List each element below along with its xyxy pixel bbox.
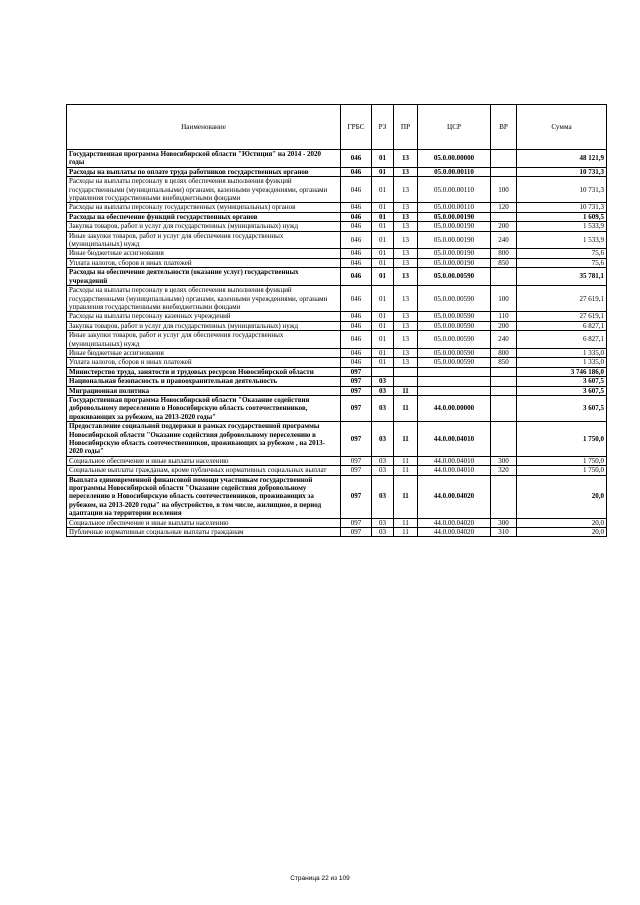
cell-vr: 240 <box>491 231 517 249</box>
cell-sum: 48 121,9 <box>517 150 607 168</box>
cell-rz: 03 <box>372 395 394 421</box>
table-row <box>67 167 607 176</box>
cell-name: Социальное обеспечение и иные выплаты населению <box>67 518 341 527</box>
table-row <box>67 475 607 518</box>
cell-sum: 1 750,0 <box>517 466 607 475</box>
cell-sum: 1 750,0 <box>517 422 607 457</box>
cell-rz: 03 <box>372 422 394 457</box>
cell-name: Министерство труда, занятости и трудовых ресурсов Новосибирской области <box>67 367 341 376</box>
cell-pr <box>394 377 418 386</box>
table-row <box>67 367 607 376</box>
cell-sum: 20,0 <box>517 528 607 537</box>
cell-rz: 01 <box>372 321 394 330</box>
cell-vr: 240 <box>491 331 517 349</box>
table-row <box>67 386 607 395</box>
cell-pr: 13 <box>394 268 418 286</box>
cell-csr: 05.0.00.00190 <box>418 222 491 231</box>
cell-vr <box>491 422 517 457</box>
header-csr: ЦСР <box>418 105 491 150</box>
cell-grbs: 046 <box>341 358 372 367</box>
cell-rz: 01 <box>372 312 394 321</box>
cell-name: Социальные выплаты гражданам, кроме публичных нормативных социальных выплат <box>67 466 341 475</box>
cell-pr <box>394 367 418 376</box>
cell-name: Публичные нормативные социальные выплаты гражданам <box>67 528 341 537</box>
table-row <box>67 150 607 168</box>
cell-rz: 03 <box>372 518 394 527</box>
cell-vr <box>491 367 517 376</box>
cell-vr <box>491 167 517 176</box>
cell-rz: 03 <box>372 377 394 386</box>
cell-grbs: 046 <box>341 203 372 212</box>
cell-vr: 200 <box>491 321 517 330</box>
cell-grbs: 046 <box>341 331 372 349</box>
cell-grbs: 046 <box>341 312 372 321</box>
cell-sum: 1 533,9 <box>517 231 607 249</box>
cell-name: Иные закупки товаров, работ и услуг для обеспечения государственных (муниципальных) нужд <box>67 331 341 349</box>
cell-vr: 850 <box>491 358 517 367</box>
cell-rz: 03 <box>372 466 394 475</box>
cell-pr: 11 <box>394 528 418 537</box>
cell-csr: 44.0.00.04020 <box>418 475 491 518</box>
cell-grbs: 046 <box>341 167 372 176</box>
table-row <box>67 231 607 249</box>
cell-sum: 10 731,3 <box>517 203 607 212</box>
table-row <box>67 466 607 475</box>
cell-pr: 13 <box>394 312 418 321</box>
cell-grbs: 097 <box>341 377 372 386</box>
cell-name: Закупка товаров, работ и услуг для государственных (муниципальных) нужд <box>67 321 341 330</box>
cell-rz: 01 <box>372 258 394 267</box>
cell-sum: 1 533,9 <box>517 222 607 231</box>
budget-table <box>66 104 607 537</box>
table-row <box>67 258 607 267</box>
cell-grbs: 046 <box>341 286 372 312</box>
cell-pr: 11 <box>394 466 418 475</box>
cell-name: Предоставление социальной поддержки в рамках государственной программы Новосибирской области "Оказание содействия добровольному переселению в Новосибирскую область соотечественников, проживающих за рубежом , на 2013-2020 годы" <box>67 422 341 457</box>
cell-rz: 01 <box>372 203 394 212</box>
cell-csr: 05.0.00.00590 <box>418 348 491 357</box>
cell-rz: 01 <box>372 222 394 231</box>
cell-vr: 800 <box>491 348 517 357</box>
cell-vr <box>491 386 517 395</box>
cell-name: Выплата единовременной финансовой помощи участникам государственной программы Новосибирской области "Оказание содействия добровольному переселению в Новосибирскую область соотечественников, проживающих за рубежом, на 2013-2020 годы" на обустройство, в том числе, жилищное, в период адаптации на территории вселения <box>67 475 341 518</box>
cell-grbs: 046 <box>341 231 372 249</box>
cell-name: Иные бюджетные ассигнования <box>67 348 341 357</box>
cell-sum: 20,0 <box>517 475 607 518</box>
cell-name: Расходы на обеспечение деятельности (оказание услуг) государственных учреждений <box>67 268 341 286</box>
table-row <box>67 377 607 386</box>
cell-name: Закупка товаров, работ и услуг для государственных (муниципальных) нужд <box>67 222 341 231</box>
cell-grbs: 097 <box>341 466 372 475</box>
cell-vr: 100 <box>491 286 517 312</box>
cell-csr: 44.0.00.04020 <box>418 528 491 537</box>
cell-name: Расходы на выплаты персоналу в целях обеспечения выполнения функций государственными (муниципальными) органами, казенными учреждениями, органами управления государственными внебюджетными фондами <box>67 286 341 312</box>
cell-sum: 6 827,1 <box>517 331 607 349</box>
cell-sum: 75,6 <box>517 258 607 267</box>
cell-rz: 01 <box>372 358 394 367</box>
header-pr: ПР <box>394 105 418 150</box>
cell-grbs: 046 <box>341 348 372 357</box>
cell-pr: 11 <box>394 422 418 457</box>
cell-csr: 05.0.00.00190 <box>418 249 491 258</box>
cell-name: Расходы на выплаты по оплате труда работников государственных органов <box>67 167 341 176</box>
cell-vr <box>491 212 517 221</box>
cell-csr: 44.0.00.04020 <box>418 518 491 527</box>
cell-sum: 3 607,5 <box>517 377 607 386</box>
table-row <box>67 286 607 312</box>
cell-pr: 13 <box>394 348 418 357</box>
cell-grbs: 097 <box>341 367 372 376</box>
cell-sum: 6 827,1 <box>517 321 607 330</box>
cell-rz: 03 <box>372 475 394 518</box>
cell-vr: 310 <box>491 528 517 537</box>
cell-name: Иные бюджетные ассигнования <box>67 249 341 258</box>
cell-vr: 320 <box>491 466 517 475</box>
cell-vr: 200 <box>491 222 517 231</box>
table-row <box>67 518 607 527</box>
cell-vr: 850 <box>491 258 517 267</box>
header-name: Наименование <box>67 105 341 150</box>
cell-name: Расходы на обеспечение функций государственных органов <box>67 212 341 221</box>
cell-rz: 01 <box>372 286 394 312</box>
cell-rz: 01 <box>372 331 394 349</box>
cell-vr: 100 <box>491 177 517 203</box>
table-row <box>67 222 607 231</box>
cell-csr: 44.0.00.00000 <box>418 395 491 421</box>
cell-rz: 01 <box>372 348 394 357</box>
cell-rz: 03 <box>372 528 394 537</box>
header-vr: ВР <box>491 105 517 150</box>
cell-pr: 13 <box>394 203 418 212</box>
cell-sum: 35 781,1 <box>517 268 607 286</box>
table-row <box>67 395 607 421</box>
cell-csr <box>418 377 491 386</box>
cell-vr: 300 <box>491 518 517 527</box>
table-body <box>67 150 607 537</box>
cell-name: Расходы на выплаты персоналу в целях обеспечения выполнения функций государственными (муниципальными) органами, казенными учреждениями, органами управления государственными внебюджетными фондами <box>67 177 341 203</box>
cell-grbs: 046 <box>341 222 372 231</box>
cell-name: Расходы на выплаты персоналу государственных (муниципальных) органов <box>67 203 341 212</box>
header-grbs: ГРБС <box>341 105 372 150</box>
cell-pr: 13 <box>394 331 418 349</box>
cell-name: Уплата налогов, сборов и иных платежей <box>67 358 341 367</box>
cell-rz: 03 <box>372 456 394 465</box>
cell-csr: 05.0.00.00590 <box>418 286 491 312</box>
cell-grbs: 097 <box>341 422 372 457</box>
header-sum: Сумма <box>517 105 607 150</box>
cell-grbs: 097 <box>341 475 372 518</box>
cell-pr: 13 <box>394 258 418 267</box>
cell-name: Государственная программа Новосибирской области "Юстиция" на 2014 - 2020 годы <box>67 150 341 168</box>
table-header-row <box>67 105 607 150</box>
cell-rz: 01 <box>372 231 394 249</box>
cell-sum: 27 619,1 <box>517 312 607 321</box>
cell-csr: 05.0.00.00590 <box>418 358 491 367</box>
table-row <box>67 456 607 465</box>
cell-rz: 03 <box>372 386 394 395</box>
cell-csr: 05.0.00.00110 <box>418 177 491 203</box>
cell-grbs: 046 <box>341 212 372 221</box>
table-row <box>67 358 607 367</box>
cell-name: Государственная программа Новосибирской области "Оказание содействия добровольному переселению в Новосибирскую область соотечественников, проживающих за рубежом, на 2013-2020 годы" <box>67 395 341 421</box>
cell-pr: 11 <box>394 475 418 518</box>
cell-vr <box>491 268 517 286</box>
cell-csr: 05.0.00.00190 <box>418 212 491 221</box>
cell-pr: 13 <box>394 167 418 176</box>
cell-pr: 13 <box>394 231 418 249</box>
page-number: Страница 22 из 109 <box>290 875 350 882</box>
cell-name: Миграционная политика <box>67 386 341 395</box>
cell-csr: 05.0.00.00590 <box>418 268 491 286</box>
cell-pr: 13 <box>394 249 418 258</box>
table-row <box>67 331 607 349</box>
cell-vr <box>491 395 517 421</box>
cell-sum: 10 731,3 <box>517 177 607 203</box>
cell-grbs: 097 <box>341 528 372 537</box>
cell-pr: 11 <box>394 456 418 465</box>
cell-grbs: 097 <box>341 456 372 465</box>
cell-name: Национальная безопасность и правоохранительная деятельность <box>67 377 341 386</box>
cell-sum: 1 335,0 <box>517 348 607 357</box>
cell-csr: 05.0.00.00190 <box>418 231 491 249</box>
cell-pr: 11 <box>394 386 418 395</box>
cell-grbs: 097 <box>341 518 372 527</box>
cell-rz <box>372 367 394 376</box>
cell-sum: 1 750,0 <box>517 456 607 465</box>
cell-sum: 1 609,5 <box>517 212 607 221</box>
cell-name: Уплата налогов, сборов и иных платежей <box>67 258 341 267</box>
cell-rz: 01 <box>372 167 394 176</box>
header-rz: РЗ <box>372 105 394 150</box>
cell-pr: 13 <box>394 222 418 231</box>
cell-rz: 01 <box>372 249 394 258</box>
cell-csr: 05.0.00.00190 <box>418 258 491 267</box>
cell-rz: 01 <box>372 177 394 203</box>
cell-grbs: 046 <box>341 150 372 168</box>
cell-pr: 13 <box>394 177 418 203</box>
cell-csr: 05.0.00.00110 <box>418 203 491 212</box>
cell-pr: 11 <box>394 395 418 421</box>
cell-csr: 05.0.00.00000 <box>418 150 491 168</box>
cell-sum: 1 335,0 <box>517 358 607 367</box>
cell-vr <box>491 150 517 168</box>
cell-csr: 44.0.00.04010 <box>418 456 491 465</box>
cell-csr <box>418 386 491 395</box>
cell-name: Иные закупки товаров, работ и услуг для обеспечения государственных (муниципальных) нужд <box>67 231 341 249</box>
cell-csr: 05.0.00.00110 <box>418 167 491 176</box>
cell-sum: 10 731,3 <box>517 167 607 176</box>
cell-grbs: 046 <box>341 258 372 267</box>
cell-grbs: 046 <box>341 321 372 330</box>
cell-csr: 05.0.00.00590 <box>418 312 491 321</box>
cell-rz: 01 <box>372 150 394 168</box>
cell-grbs: 046 <box>341 268 372 286</box>
table-row <box>67 528 607 537</box>
cell-vr: 800 <box>491 249 517 258</box>
table-row <box>67 212 607 221</box>
cell-csr <box>418 367 491 376</box>
table-row <box>67 422 607 457</box>
cell-csr: 05.0.00.00590 <box>418 321 491 330</box>
table-row <box>67 249 607 258</box>
cell-pr: 11 <box>394 518 418 527</box>
cell-grbs: 046 <box>341 177 372 203</box>
cell-name: Социальное обеспечение и иные выплаты населению <box>67 456 341 465</box>
cell-sum: 3 746 186,0 <box>517 367 607 376</box>
cell-vr <box>491 475 517 518</box>
cell-csr: 44.0.00.04010 <box>418 466 491 475</box>
table-row <box>67 268 607 286</box>
cell-sum: 3 607,5 <box>517 386 607 395</box>
cell-vr: 300 <box>491 456 517 465</box>
cell-vr <box>491 377 517 386</box>
cell-rz: 01 <box>372 268 394 286</box>
cell-grbs: 046 <box>341 249 372 258</box>
cell-grbs: 097 <box>341 386 372 395</box>
cell-sum: 27 619,1 <box>517 286 607 312</box>
table-row <box>67 348 607 357</box>
table-row <box>67 203 607 212</box>
cell-pr: 13 <box>394 358 418 367</box>
cell-grbs: 097 <box>341 395 372 421</box>
cell-pr: 13 <box>394 150 418 168</box>
cell-pr: 13 <box>394 321 418 330</box>
table-row <box>67 312 607 321</box>
table-row <box>67 177 607 203</box>
cell-rz: 01 <box>372 212 394 221</box>
cell-sum: 20,0 <box>517 518 607 527</box>
table-row <box>67 321 607 330</box>
cell-sum: 75,6 <box>517 249 607 258</box>
cell-vr: 120 <box>491 203 517 212</box>
cell-pr: 13 <box>394 212 418 221</box>
cell-sum: 3 607,5 <box>517 395 607 421</box>
cell-csr: 05.0.00.00590 <box>418 331 491 349</box>
cell-name: Расходы на выплаты персоналу казенных учреждений <box>67 312 341 321</box>
cell-vr: 110 <box>491 312 517 321</box>
cell-csr: 44.0.00.04010 <box>418 422 491 457</box>
cell-pr: 13 <box>394 286 418 312</box>
